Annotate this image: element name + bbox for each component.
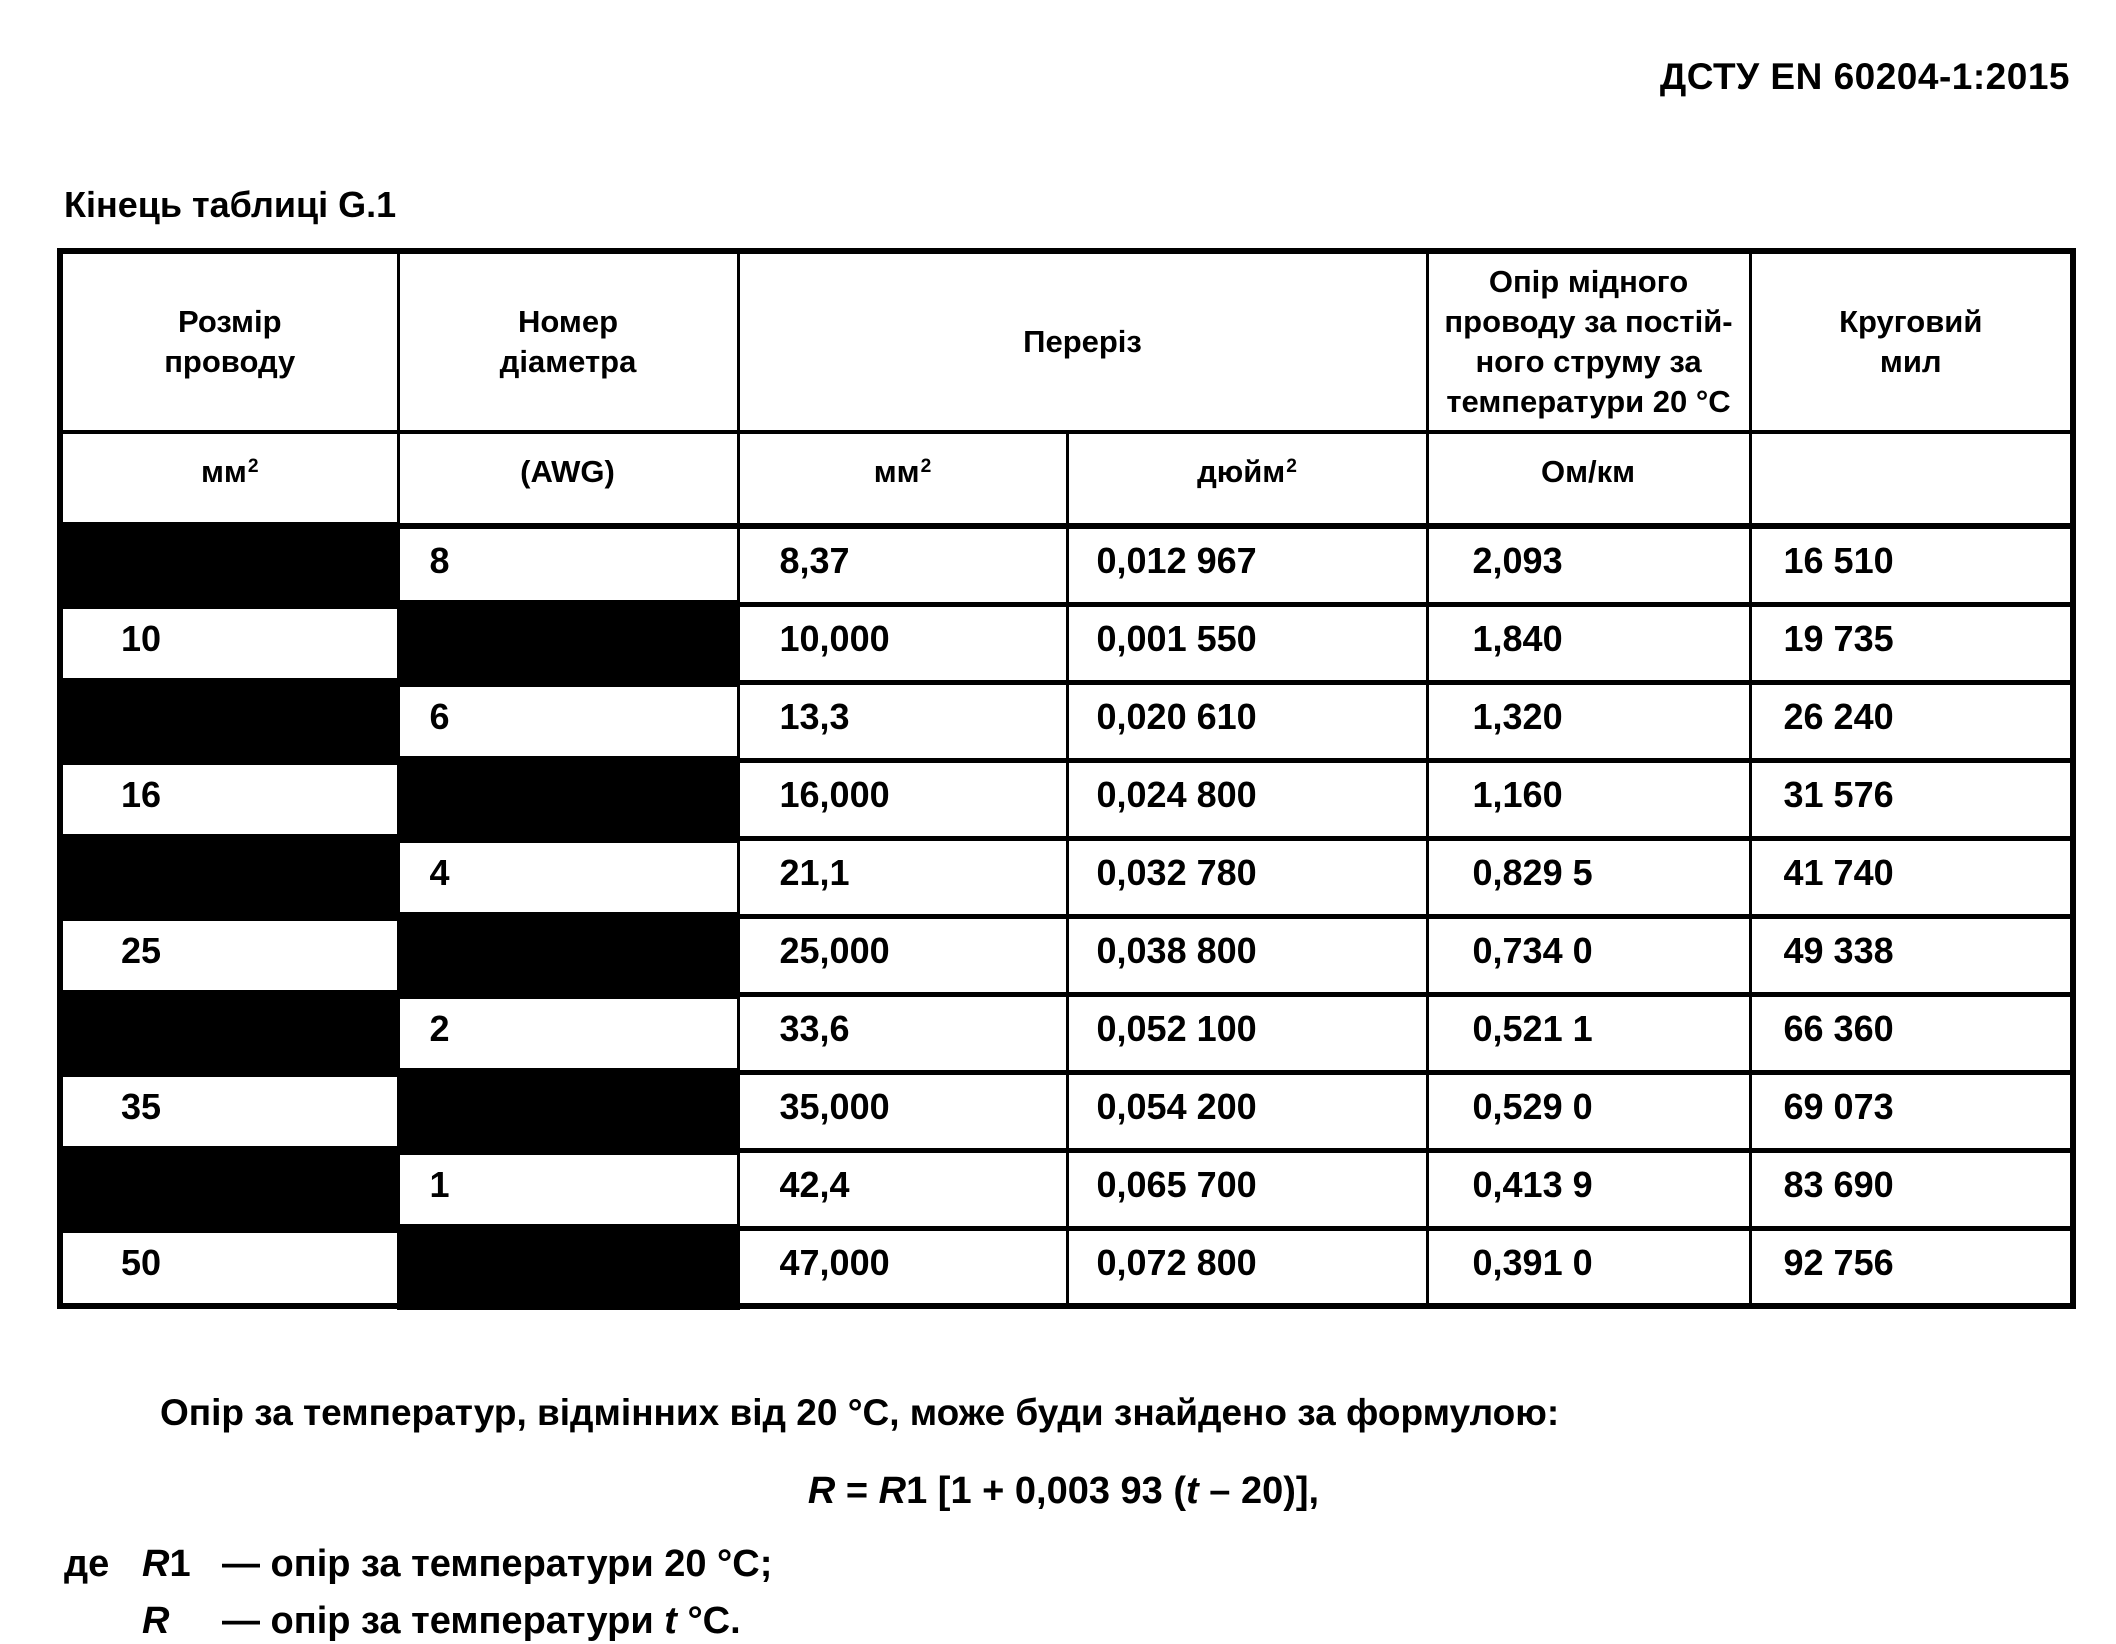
cell-circular-mil: 49 338 <box>1750 916 2073 994</box>
table-row <box>60 1072 2073 1150</box>
cell-cs-mm2: 8,37 <box>738 526 1067 604</box>
cell-awg: 1 <box>398 1150 738 1228</box>
unit-label: (AWG) <box>520 453 615 489</box>
col-header-wire-size: Розмір проводу <box>60 251 398 432</box>
table-row <box>60 526 2073 604</box>
cell-wire-size-redacted <box>60 838 398 916</box>
formula-intro-text: Опір за температур, відмінних від 20 °С, може буди знайдено за формулою: <box>160 1392 1560 1433</box>
cell-awg: 4 <box>398 838 738 916</box>
col-header-diameter-number: Номер діаметра <box>398 251 738 432</box>
definition-text: — опір за температури 20 °С; <box>222 1543 773 1585</box>
cell-resistance: 0,413 9 <box>1427 1150 1750 1228</box>
symbol-r1: R1 <box>142 1543 191 1585</box>
cell-cs-mm2: 42,4 <box>738 1150 1067 1228</box>
col-header-resistance: Опір мідного проводу за постій- ного струму за температури 20 °С <box>1427 251 1750 432</box>
cell-circular-mil: 16 510 <box>1750 526 2073 604</box>
cell-cs-mm2: 21,1 <box>738 838 1067 916</box>
cell-awg-redacted <box>398 1072 738 1150</box>
cell-circular-mil: 92 756 <box>1750 1228 2073 1306</box>
formula-tail: – 20)], <box>1198 1470 1320 1512</box>
cell-wire-size: 50 <box>60 1228 398 1306</box>
symbol-r: R <box>142 1600 170 1642</box>
col-header-circular-mil: Круговий мил <box>1750 251 2073 432</box>
cell-circular-mil: 66 360 <box>1750 994 2073 1072</box>
cell-cs-inch2: 0,054 200 <box>1067 1072 1427 1150</box>
cell-resistance: 1,840 <box>1427 604 1750 682</box>
cell-resistance: 1,160 <box>1427 760 1750 838</box>
cell-resistance: 0,734 0 <box>1427 916 1750 994</box>
cell-cs-inch2: 0,001 550 <box>1067 604 1427 682</box>
cell-cs-inch2: 0,012 967 <box>1067 526 1427 604</box>
cell-awg-redacted <box>398 916 738 994</box>
cell-cs-mm2: 13,3 <box>738 682 1067 760</box>
formula-lhs: R <box>807 1470 836 1512</box>
cell-circular-mil: 26 240 <box>1750 682 2073 760</box>
cell-resistance: 0,391 0 <box>1427 1228 1750 1306</box>
unit-awg <box>398 432 738 526</box>
cell-resistance: 0,521 1 <box>1427 994 1750 1072</box>
cell-circular-mil: 83 690 <box>1750 1150 2073 1228</box>
formula-r-symbol: R <box>878 1470 907 1512</box>
where-label: де <box>64 1543 110 1585</box>
cell-wire-size-redacted <box>60 682 398 760</box>
cell-cs-mm2: 47,000 <box>738 1228 1067 1306</box>
cell-awg-redacted <box>398 760 738 838</box>
cell-circular-mil: 31 576 <box>1750 760 2073 838</box>
cell-circular-mil: 41 740 <box>1750 838 2073 916</box>
cell-awg: 6 <box>398 682 738 760</box>
unit-ohm-km <box>1427 432 1750 526</box>
cell-wire-size: 25 <box>60 916 398 994</box>
table-row <box>60 682 2073 760</box>
unit-circular-mil <box>1750 432 2073 526</box>
cell-wire-size-redacted <box>60 994 398 1072</box>
unit-label: Ом/км <box>1540 453 1636 489</box>
cell-cs-inch2: 0,052 100 <box>1067 994 1427 1072</box>
wire-gauge-table <box>57 248 2076 1309</box>
unit-wire-size-mm2 <box>60 432 398 526</box>
formula-t-variable: t <box>1186 1470 1199 1512</box>
cell-cs-inch2: 0,024 800 <box>1067 760 1427 838</box>
cell-wire-size: 16 <box>60 760 398 838</box>
unit-cs-inch2 <box>1067 432 1427 526</box>
doc-reference: ДСТУ EN 60204-1:2015 <box>1659 56 2070 97</box>
cell-resistance: 0,529 0 <box>1427 1072 1750 1150</box>
definition-text: — опір за температури t °С. <box>222 1600 741 1642</box>
table-row <box>60 1150 2073 1228</box>
cell-cs-mm2: 35,000 <box>738 1072 1067 1150</box>
cell-cs-inch2: 0,072 800 <box>1067 1228 1427 1306</box>
formula-r-index: 1 <box>906 1470 928 1512</box>
unit-label: мм <box>873 453 920 489</box>
cell-wire-size: 10 <box>60 604 398 682</box>
cell-awg-redacted <box>398 1228 738 1306</box>
cell-awg: 8 <box>398 526 738 604</box>
table-row <box>60 604 2073 682</box>
cell-cs-mm2: 33,6 <box>738 994 1067 1072</box>
unit-cs-mm2 <box>738 432 1067 526</box>
cell-cs-inch2: 0,065 700 <box>1067 1150 1427 1228</box>
cell-wire-size-redacted <box>60 1150 398 1228</box>
table-row <box>60 838 2073 916</box>
definition-r <box>64 1600 772 1644</box>
cell-resistance: 0,829 5 <box>1427 838 1750 916</box>
definition-r1 <box>64 1543 772 1600</box>
cell-cs-mm2: 16,000 <box>738 760 1067 838</box>
cell-cs-mm2: 10,000 <box>738 604 1067 682</box>
units-row <box>60 432 2073 526</box>
table-row <box>60 760 2073 838</box>
cell-resistance: 2,093 <box>1427 526 1750 604</box>
formula-equals: = <box>835 1470 879 1512</box>
table-row <box>60 916 2073 994</box>
unit-sup: 2 <box>920 455 932 477</box>
cell-resistance: 1,320 <box>1427 682 1750 760</box>
cell-cs-inch2: 0,020 610 <box>1067 682 1427 760</box>
cell-awg-redacted <box>398 604 738 682</box>
table-row <box>60 1228 2073 1306</box>
table-caption: Кінець таблиці G.1 <box>64 184 397 225</box>
cell-awg: 2 <box>398 994 738 1072</box>
cell-cs-mm2: 25,000 <box>738 916 1067 994</box>
unit-label: дюйм <box>1197 453 1286 489</box>
cell-wire-size-redacted <box>60 526 398 604</box>
unit-sup: 2 <box>1286 455 1297 477</box>
unit-sup: 2 <box>247 455 259 477</box>
header-row <box>60 251 2073 432</box>
resistance-formula <box>57 1470 2070 1513</box>
col-header-cross-section: Переріз <box>738 251 1427 432</box>
cell-cs-inch2: 0,032 780 <box>1067 838 1427 916</box>
cell-cs-inch2: 0,038 800 <box>1067 916 1427 994</box>
unit-label: мм <box>200 453 247 489</box>
formula-body: [1 + 0,003 93 ( <box>927 1470 1187 1512</box>
formula-definitions <box>64 1543 772 1644</box>
cell-wire-size: 35 <box>60 1072 398 1150</box>
table-row <box>60 994 2073 1072</box>
cell-circular-mil: 19 735 <box>1750 604 2073 682</box>
cell-circular-mil: 69 073 <box>1750 1072 2073 1150</box>
